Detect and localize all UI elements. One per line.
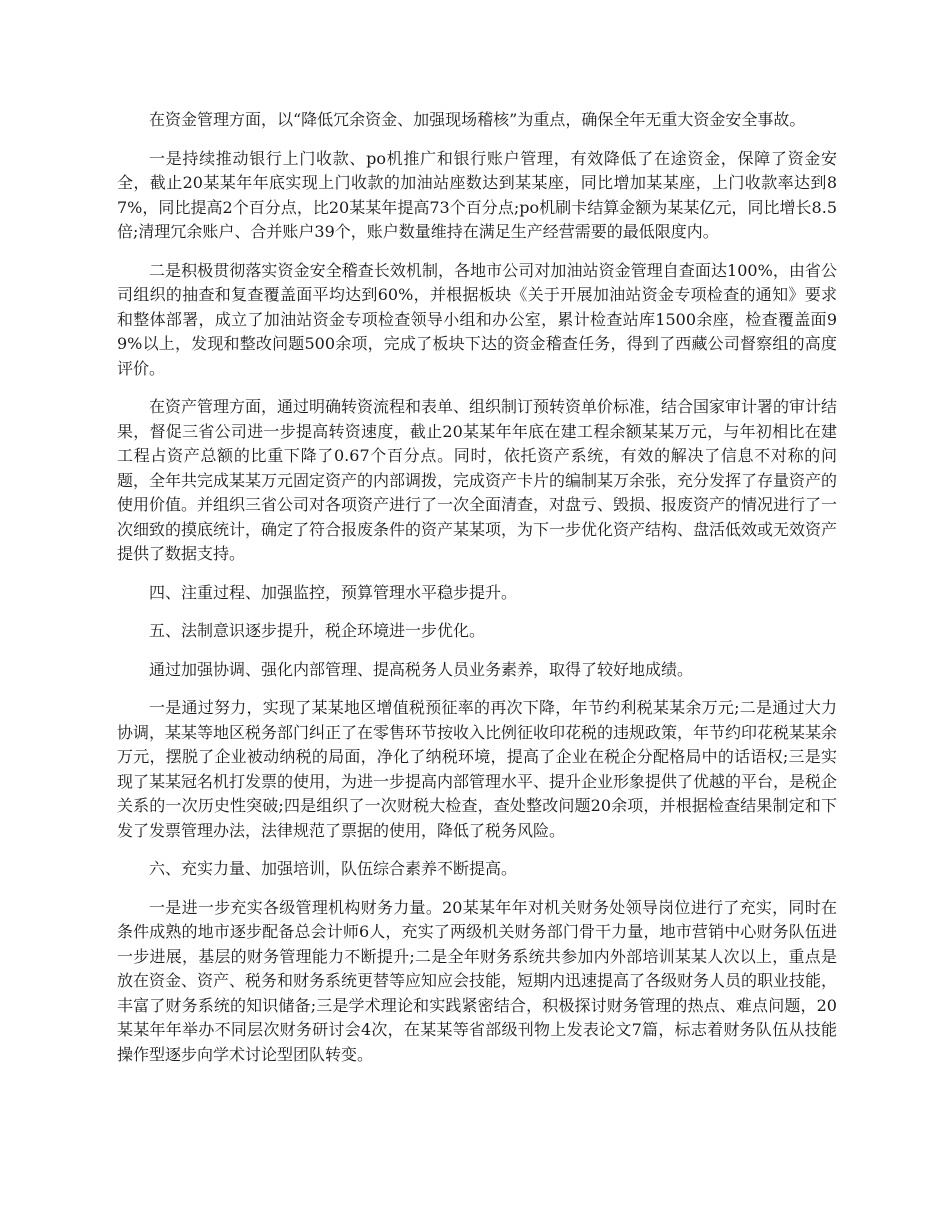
paragraph-team-details: 一是进一步充实各级管理机构财务力量。20某某年年对机关财务处领导岗位进行了充实，同时在条件成熟的地市逐步配备总会计师6人，充实了两级机关财务部门骨干力量，地市营销中心财务队伍进一步进展，基层的财务管理能力不断提升;二是全年财务系统共参加内外部培训某某人次以上，重点是放在资金、资产、税务和财务系统更替等应知应会技能，短期内迅速提高了各级财务人员的职业技能，丰富了财务系统的知识储备;三是学术理论和实践紧密结合，积极探讨财务管理的热点、难点问题，20某某年年举办不同层次财务研讨会4次，在某某等省部级刊物上发表论文7篇，标志着财务队伍从技能操作型逐步向学术讨论型团队转变。 <box>117 897 838 1064</box>
heading-team-training: 六、充实力量、加强培训，队伍综合素养不断提高。 <box>149 859 518 878</box>
paragraph-tax-intro: 通过加强协调、强化内部管理、提高税务人员业务素养，取得了较好地成绩。 <box>149 659 694 679</box>
document-page <box>117 108 837 1081</box>
heading-budget-management: 四、注重过程、加强监控，预算管理水平稳步提升。 <box>149 582 518 602</box>
paragraph-fund-audit: 二是积极贯彻落实资金安全稽查长效机制，各地市公司对加油站资金管理自查面达100%，由省公司组织的抽查和复查覆盖面平均达到60%，并根据板块《关于开展加油站资金专项检查的通知》要求和整体部署，成立了加油站资金专项检查领导小组和办公室，累计检查站库1500余座，检查覆盖面99%以上，发现和整改问题500余项，完成了板块下达的资金稽查任务，得到了西藏公司督察组的高度评价。 <box>117 260 837 378</box>
paragraph-fund-management: 在资金管理方面，以“降低冗余资金、加强现场稽核”为重点，确保全年无重大资金安全事故。 <box>149 110 806 129</box>
paragraph-tax-details: 一是通过努力，实现了某某地区增值税预征率的再次下降，年节约利税某某余万元;二是通过大力协调，某某等地区税务部门纠正了在零售环节按收入比例征收印花税的违规政策，年节约印花税某某余万元，摆脱了企业被动纳税的局面，净化了纳税环境，提高了企业在税企分配格局中的话语权;三是实现了某某冠名机打发票的使用，为进一步提高内部管理水平、提升企业形象提供了优越的平台，是税企关系的一次历史性突破;四是组织了一次财税大检查，查处整改问题20余项，并根据检查结果制定和下发了发票管理办法，法律规范了票据的使用，降低了税务风险。 <box>117 698 838 840</box>
paragraph-asset-management: 在资产管理方面，通过明确转资流程和表单、组织制订预转资单价标准，结合国家审计署的审计结果，督促三省公司进一步提高转资速度，截止20某某年年底在建工程余额某某万元，与年初相比在建工程占资产总额的比重下降了0.67个百分点。同时，依托资产系统，有效的解决了信息不对称的问题，全年共完成某某万元固定资产的内部调拨，完成资产卡片的编制某万余张，充分发挥了存量资产的使用价值。并组织三省公司对各项资产进行了一次全面清查，对盘亏、毁损、报废资产的情况进行了一次细致的摸底统计，确定了符合报废条件的资产某某项，为下一步优化资产结构、盘活低效或无效资产提供了数据支持。 <box>117 397 838 563</box>
paragraph-bank-collection: 一是持续推动银行上门收款、po机推广和银行账户管理，有效降低了在途资金，保障了资金安全，截止20某某年年底实现上门收款的加油站座数达到某某座，同比增加某某座，上门收款率达到87%，同比提高2个百分点，比20某某年提高73个百分点;po机刷卡结算金额为某某亿元，同比增长8.5倍;清理冗余账户、合并账户39个，账户数量维持在满足生产经营需要的最低限度内。 <box>117 148 837 241</box>
heading-tax-environment: 五、法制意识逐步提升，税企环境进一步优化。 <box>149 621 486 640</box>
